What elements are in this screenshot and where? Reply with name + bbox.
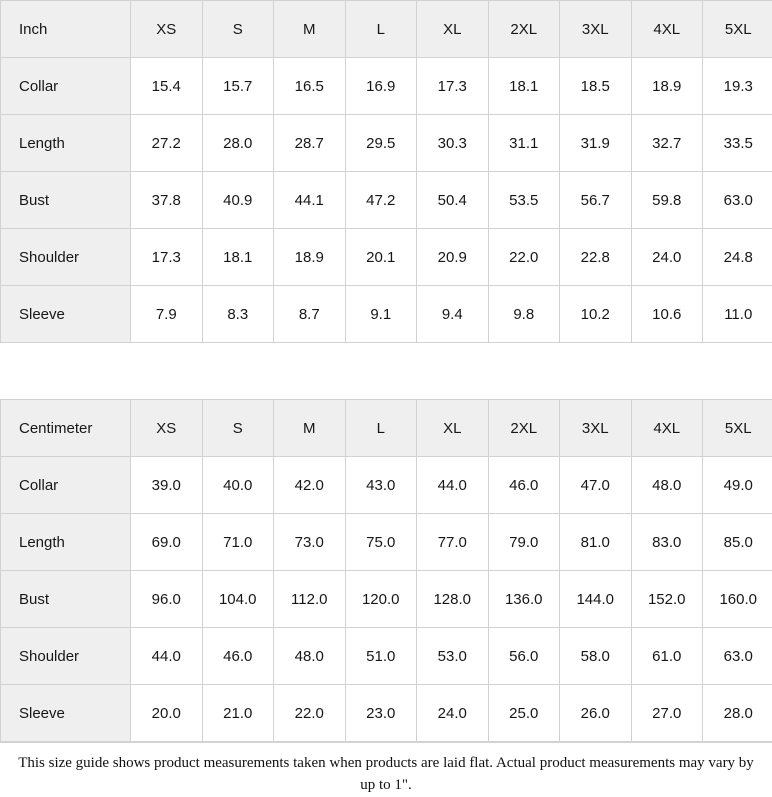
table-row bbox=[1, 286, 772, 343]
table-cell: 20.9 bbox=[417, 229, 489, 286]
table-cell: 22.8 bbox=[560, 229, 632, 286]
table-header-row bbox=[1, 400, 772, 457]
table-cell: 152.0 bbox=[631, 571, 703, 628]
table-cell: 17.3 bbox=[131, 229, 203, 286]
table-cell: 69.0 bbox=[131, 514, 203, 571]
table-cell: 47.0 bbox=[560, 457, 632, 514]
table-cell: 24.0 bbox=[417, 685, 489, 742]
column-header: XL bbox=[417, 400, 489, 457]
row-label: Sleeve bbox=[1, 286, 131, 343]
column-header: XL bbox=[417, 1, 489, 58]
table-cell: 40.9 bbox=[202, 172, 274, 229]
table-cell: 44.1 bbox=[274, 172, 346, 229]
table-cell: 29.5 bbox=[345, 115, 417, 172]
table-cell: 85.0 bbox=[703, 514, 772, 571]
table-cell: 42.0 bbox=[274, 457, 346, 514]
table-row bbox=[1, 172, 772, 229]
table-cell: 10.2 bbox=[560, 286, 632, 343]
table-cell: 71.0 bbox=[202, 514, 274, 571]
table-row bbox=[1, 115, 772, 172]
row-label: Collar bbox=[1, 58, 131, 115]
table-cell: 63.0 bbox=[703, 172, 772, 229]
table-cell: 8.7 bbox=[274, 286, 346, 343]
row-label: Shoulder bbox=[1, 628, 131, 685]
column-header: 4XL bbox=[631, 400, 703, 457]
table-cell: 53.0 bbox=[417, 628, 489, 685]
table-cell: 73.0 bbox=[274, 514, 346, 571]
table-cell: 58.0 bbox=[560, 628, 632, 685]
table-cell: 46.0 bbox=[202, 628, 274, 685]
table-cell: 27.2 bbox=[131, 115, 203, 172]
table-cell: 28.0 bbox=[703, 685, 772, 742]
column-header: L bbox=[345, 1, 417, 58]
table-cell: 112.0 bbox=[274, 571, 346, 628]
column-header: L bbox=[345, 400, 417, 457]
table-cell: 104.0 bbox=[202, 571, 274, 628]
table-cell: 16.5 bbox=[274, 58, 346, 115]
table-cell: 136.0 bbox=[488, 571, 560, 628]
table-cell: 56.7 bbox=[560, 172, 632, 229]
unit-label-centimeter: Centimeter bbox=[1, 400, 131, 457]
table-cell: 79.0 bbox=[488, 514, 560, 571]
column-header: S bbox=[202, 1, 274, 58]
table-cell: 18.9 bbox=[274, 229, 346, 286]
column-header: S bbox=[202, 400, 274, 457]
table-cell: 28.0 bbox=[202, 115, 274, 172]
row-label: Bust bbox=[1, 172, 131, 229]
table-cell: 48.0 bbox=[274, 628, 346, 685]
table-cell: 28.7 bbox=[274, 115, 346, 172]
table-cell: 128.0 bbox=[417, 571, 489, 628]
size-table-inch bbox=[0, 0, 772, 343]
table-cell: 33.5 bbox=[703, 115, 772, 172]
table-cell: 40.0 bbox=[202, 457, 274, 514]
column-header: 3XL bbox=[560, 1, 632, 58]
size-table-centimeter bbox=[0, 399, 772, 742]
table-cell: 18.5 bbox=[560, 58, 632, 115]
table-cell: 22.0 bbox=[274, 685, 346, 742]
table-row bbox=[1, 628, 772, 685]
table-cell: 9.8 bbox=[488, 286, 560, 343]
table-cell: 96.0 bbox=[131, 571, 203, 628]
column-header: 3XL bbox=[560, 400, 632, 457]
table-cell: 30.3 bbox=[417, 115, 489, 172]
table-cell: 43.0 bbox=[345, 457, 417, 514]
row-label: Length bbox=[1, 514, 131, 571]
table-cell: 75.0 bbox=[345, 514, 417, 571]
table-row bbox=[1, 457, 772, 514]
column-header: XS bbox=[131, 1, 203, 58]
table-cell: 81.0 bbox=[560, 514, 632, 571]
table-row bbox=[1, 58, 772, 115]
column-header: 2XL bbox=[488, 400, 560, 457]
row-label: Sleeve bbox=[1, 685, 131, 742]
table-cell: 32.7 bbox=[631, 115, 703, 172]
table-cell: 16.9 bbox=[345, 58, 417, 115]
table-cell: 15.4 bbox=[131, 58, 203, 115]
table-spacer bbox=[0, 343, 772, 399]
table-cell: 44.0 bbox=[131, 628, 203, 685]
table-cell: 22.0 bbox=[488, 229, 560, 286]
unit-label-inch: Inch bbox=[1, 1, 131, 58]
column-header: 5XL bbox=[703, 1, 772, 58]
table-row bbox=[1, 229, 772, 286]
row-label: Collar bbox=[1, 457, 131, 514]
table-cell: 15.7 bbox=[202, 58, 274, 115]
row-label: Length bbox=[1, 115, 131, 172]
table-cell: 18.1 bbox=[488, 58, 560, 115]
table-row bbox=[1, 685, 772, 742]
table-cell: 26.0 bbox=[560, 685, 632, 742]
table-cell: 25.0 bbox=[488, 685, 560, 742]
column-header: 5XL bbox=[703, 400, 772, 457]
table-cell: 63.0 bbox=[703, 628, 772, 685]
table-cell: 51.0 bbox=[345, 628, 417, 685]
table-cell: 9.4 bbox=[417, 286, 489, 343]
table-cell: 21.0 bbox=[202, 685, 274, 742]
table-cell: 24.8 bbox=[703, 229, 772, 286]
table-cell: 18.9 bbox=[631, 58, 703, 115]
table-cell: 44.0 bbox=[417, 457, 489, 514]
table-cell: 47.2 bbox=[345, 172, 417, 229]
table-cell: 18.1 bbox=[202, 229, 274, 286]
table-cell: 39.0 bbox=[131, 457, 203, 514]
table-row bbox=[1, 514, 772, 571]
table-cell: 31.1 bbox=[488, 115, 560, 172]
table-cell: 77.0 bbox=[417, 514, 489, 571]
table-cell: 48.0 bbox=[631, 457, 703, 514]
table-cell: 24.0 bbox=[631, 229, 703, 286]
table-cell: 8.3 bbox=[202, 286, 274, 343]
table-cell: 46.0 bbox=[488, 457, 560, 514]
table-cell: 50.4 bbox=[417, 172, 489, 229]
row-label: Shoulder bbox=[1, 229, 131, 286]
table-cell: 53.5 bbox=[488, 172, 560, 229]
column-header: XS bbox=[131, 400, 203, 457]
table-cell: 11.0 bbox=[703, 286, 772, 343]
table-cell: 160.0 bbox=[703, 571, 772, 628]
row-label: Bust bbox=[1, 571, 131, 628]
table-cell: 83.0 bbox=[631, 514, 703, 571]
table-cell: 56.0 bbox=[488, 628, 560, 685]
table-cell: 37.8 bbox=[131, 172, 203, 229]
column-header: M bbox=[274, 400, 346, 457]
table-cell: 144.0 bbox=[560, 571, 632, 628]
table-cell: 20.1 bbox=[345, 229, 417, 286]
table-row bbox=[1, 571, 772, 628]
column-header: M bbox=[274, 1, 346, 58]
table-cell: 23.0 bbox=[345, 685, 417, 742]
table-cell: 19.3 bbox=[703, 58, 772, 115]
size-guide-footnote: This size guide shows product measurements taken when products are laid flat. Actual product measurements may vary by up to 1". bbox=[0, 742, 772, 797]
table-cell: 7.9 bbox=[131, 286, 203, 343]
table-cell: 27.0 bbox=[631, 685, 703, 742]
table-cell: 61.0 bbox=[631, 628, 703, 685]
table-cell: 10.6 bbox=[631, 286, 703, 343]
column-header: 4XL bbox=[631, 1, 703, 58]
table-cell: 17.3 bbox=[417, 58, 489, 115]
table-cell: 31.9 bbox=[560, 115, 632, 172]
table-cell: 59.8 bbox=[631, 172, 703, 229]
table-cell: 9.1 bbox=[345, 286, 417, 343]
table-header-row bbox=[1, 1, 772, 58]
column-header: 2XL bbox=[488, 1, 560, 58]
table-cell: 20.0 bbox=[131, 685, 203, 742]
table-cell: 49.0 bbox=[703, 457, 772, 514]
table-cell: 120.0 bbox=[345, 571, 417, 628]
